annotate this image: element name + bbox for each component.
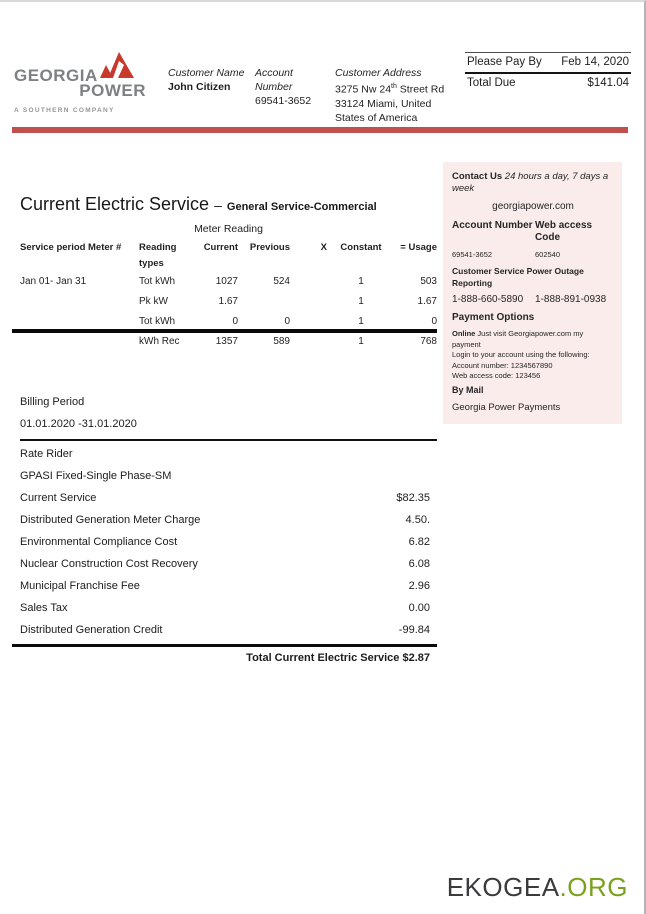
phone-values-row xyxy=(452,294,614,306)
red-divider-bar xyxy=(12,127,628,133)
customer-address-block xyxy=(335,66,450,125)
rate-plan: GPASI Fixed-Single Phase-SM xyxy=(20,470,172,482)
table-row: Pk kW 1.67 1 1.67 xyxy=(139,296,437,307)
contact-hours: 24 hours a day, 7 days a week xyxy=(452,171,609,194)
charge-row: Sales Tax 0.00 xyxy=(20,602,430,614)
meter-reading-table xyxy=(20,240,437,352)
charge-row: Distributed Generation Meter Charge 4.50. xyxy=(20,514,430,526)
by-mail-label: By Mail xyxy=(452,384,484,395)
charge-row: Nuclear Construction Cost Recovery 6.08 xyxy=(20,558,430,570)
total-current-electric-service: Total Current Electric Service $2.87 xyxy=(246,652,430,664)
col-reading-types: Reading types xyxy=(139,242,177,269)
section-title-main: Current Electric Service xyxy=(20,194,210,214)
lightning-triangle-icon xyxy=(100,52,134,84)
col-usage: = Usage xyxy=(400,242,437,253)
total-rule xyxy=(12,644,437,647)
charge-row: Environmental Compliance Cost 6.82 xyxy=(20,536,430,548)
account-headers-row xyxy=(452,220,614,244)
col-previous: Previous xyxy=(249,242,290,253)
total-due-label: Total Due xyxy=(467,77,516,89)
brand-suffix: .ORG xyxy=(559,872,628,902)
col-constant: Constant xyxy=(340,242,382,253)
total-due-amount: $141.04 xyxy=(587,77,629,89)
col-x: X xyxy=(320,242,327,253)
sidebar-web-access-label: Web access Code xyxy=(535,220,593,243)
table-row: kWh Rec 1357 589 1 768 xyxy=(139,336,437,347)
section-title-sub: General Service-Commercial xyxy=(226,201,377,213)
account-values-row xyxy=(452,249,614,260)
website-link: georgiapower.com xyxy=(492,201,574,212)
georgia-power-logo xyxy=(14,52,148,114)
billing-section xyxy=(20,391,437,667)
account-label-line2: Number xyxy=(255,81,293,93)
charge-row: Current Service $82.35 xyxy=(20,492,430,504)
customer-name-block xyxy=(168,66,253,94)
account-number-block xyxy=(255,66,330,108)
login-account-line: Account number: 1234567890 xyxy=(452,360,553,370)
login-instructions: Login to your account using the following: xyxy=(452,350,590,359)
total-due-row xyxy=(465,74,631,93)
billing-period-value: 01.01.2020 -31.01.2020 xyxy=(20,418,137,430)
contact-us-label: Contact Us xyxy=(452,171,503,182)
table-bottom-rule xyxy=(12,329,437,333)
pay-by-date: Feb 14, 2020 xyxy=(561,56,629,68)
customer-name-label: Customer Name xyxy=(168,67,245,79)
logo-text-georgia: GEORGIA xyxy=(14,66,98,85)
col-meter-number: Meter # xyxy=(88,242,122,253)
charge-row: Municipal Franchise Fee 2.96 xyxy=(20,580,430,592)
meter-table-header-row xyxy=(20,240,437,272)
brand-name: EKOGEA xyxy=(446,872,560,902)
login-code-line: Web access code: 123456 xyxy=(452,371,541,380)
sidebar-account-number-label: Account Number xyxy=(452,220,533,231)
table-row: Tot kWh 0 0 1 0 xyxy=(139,316,437,327)
account-label-line1: Account xyxy=(255,67,293,79)
contact-us-line xyxy=(452,171,614,195)
sidebar-web-access-value: 602540 xyxy=(535,250,561,259)
pay-by-row xyxy=(465,52,631,74)
charge-row: Distributed Generation Credit -99.84 xyxy=(20,624,430,636)
billing-divider xyxy=(20,439,437,441)
pay-by-label: Please Pay By xyxy=(467,56,542,68)
account-number-value: 69541-3652 xyxy=(255,95,312,107)
online-payment-line: Online Just visit Georgiapower.com my payment xyxy=(452,329,584,349)
outage-phone: 1-888-891-0938 xyxy=(535,294,607,305)
payment-options-label: Payment Options xyxy=(452,312,535,323)
address-line2: 33124 Miami, United xyxy=(335,97,432,110)
section-title: Current Electric Service – General Service-Commercial xyxy=(20,194,377,214)
customer-name-value: John Citizen xyxy=(168,81,231,93)
address-line1: 3275 Nw 24th Street Rd xyxy=(335,83,445,96)
contact-sidebar xyxy=(443,162,622,424)
billing-period-label: Billing Period xyxy=(20,396,85,408)
phone-headers-row: Customer Service Power Outage Reporting xyxy=(452,266,584,288)
table-row: Jan 01- Jan 31 Tot kWh 1027 524 1 503 xyxy=(20,276,437,287)
sidebar-account-number-value: 69541-3652 xyxy=(452,250,493,259)
meter-reading-title: Meter Reading xyxy=(194,223,263,235)
payment-summary-box xyxy=(465,52,631,93)
logo-tagline: A SOUTHERN COMPANY xyxy=(14,107,115,114)
by-mail-text: Georgia Power Payments xyxy=(452,401,561,413)
col-service-period: Service period xyxy=(20,242,86,253)
customer-service-phone: 1-888-660-5890 xyxy=(452,294,524,305)
customer-address-label: Customer Address xyxy=(335,67,422,79)
rate-rider-label: Rate Rider xyxy=(20,448,73,460)
address-line3: States of America xyxy=(335,111,418,124)
col-current: Current xyxy=(203,242,238,253)
logo-text-power: POWER xyxy=(79,81,146,100)
ekogea-watermark xyxy=(447,872,628,903)
